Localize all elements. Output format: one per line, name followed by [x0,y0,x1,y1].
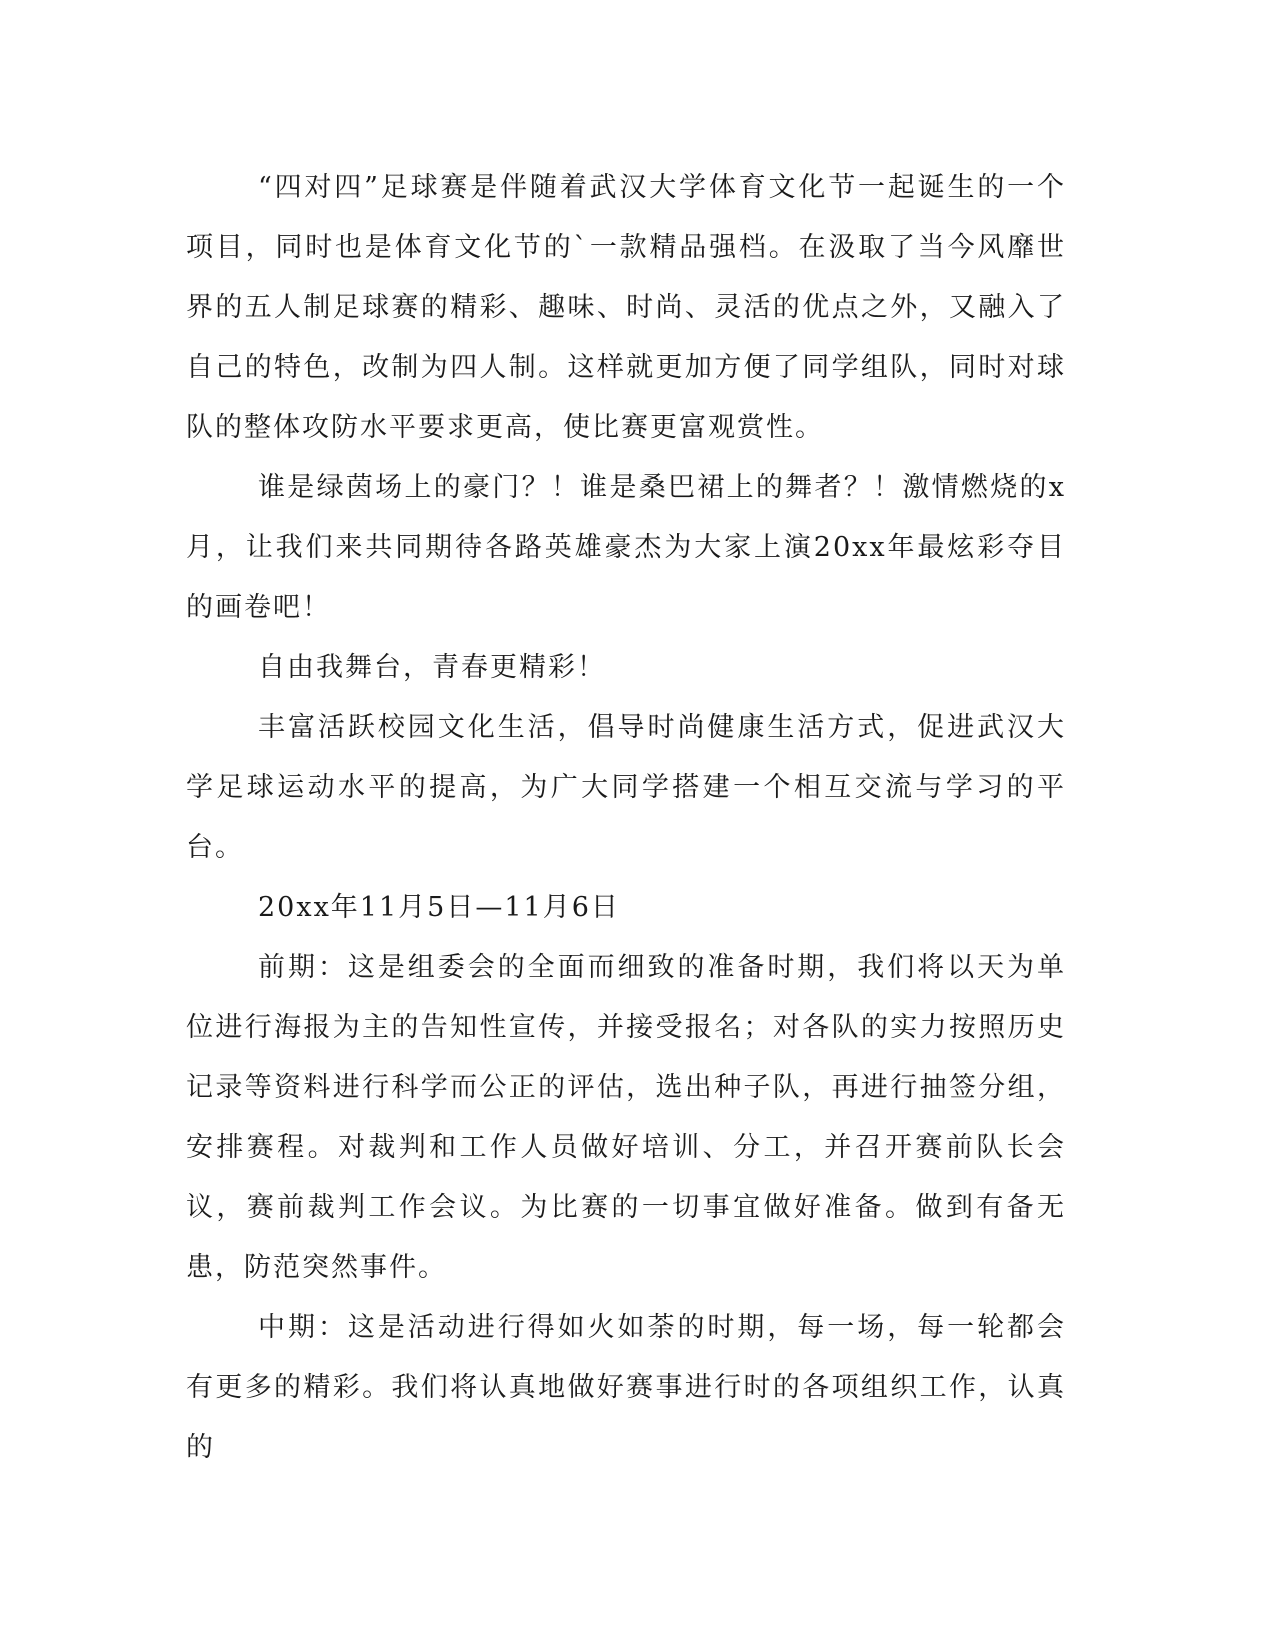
paragraph-event-dates: 20xx年11月5日—11月6日 [258,892,620,923]
paragraph-introduction: “四对四”足球赛是伴随着武汉大学体育文化节一起诞生的一个项目，同时也是体育文化节的`一款精品强档。在汲取了当今风靡世界的五人制足球赛的精彩、趣味、时尚、灵活的优点之外，又融入了自己的特色，改制为四人制。这样就更加方便了同学组队，同时对球队的整体攻防水平要求更高，使比赛更富观赏性。 [186,172,1066,443]
paragraph-slogan: 自由我舞台，青春更精彩！ [258,652,606,683]
paragraph-purpose: 丰富活跃校园文化生活，倡导时尚健康生活方式，促进武汉大学足球运动水平的提高，为广大同学搭建一个相互交流与学习的平台。 [186,712,1066,863]
paragraph-call-to-action: 谁是绿茵场上的豪门？！谁是桑巴裙上的舞者？！激情燃烧的x月，让我们来共同期待各路英雄豪杰为大家上演20xx年最炫彩夺目的画卷吧！ [186,472,1066,623]
paragraph-middle-stage: 中期：这是活动进行得如火如荼的时期，每一场，每一轮都会有更多的精彩。我们将认真地做好赛事进行时的各项组织工作，认真的 [186,1312,1066,1463]
document-body [186,158,1066,1478]
paragraph-early-stage: 前期：这是组委会的全面而细致的准备时期，我们将以天为单位进行海报为主的告知性宣传，并接受报名；对各队的实力按照历史记录等资料进行科学而公正的评估，选出种子队，再进行抽签分组，安排赛程。对裁判和工作人员做好培训、分工，并召开赛前队长会议，赛前裁判工作会议。为比赛的一切事宜做好准备。做到有备无患，防范突然事件。 [186,952,1066,1283]
